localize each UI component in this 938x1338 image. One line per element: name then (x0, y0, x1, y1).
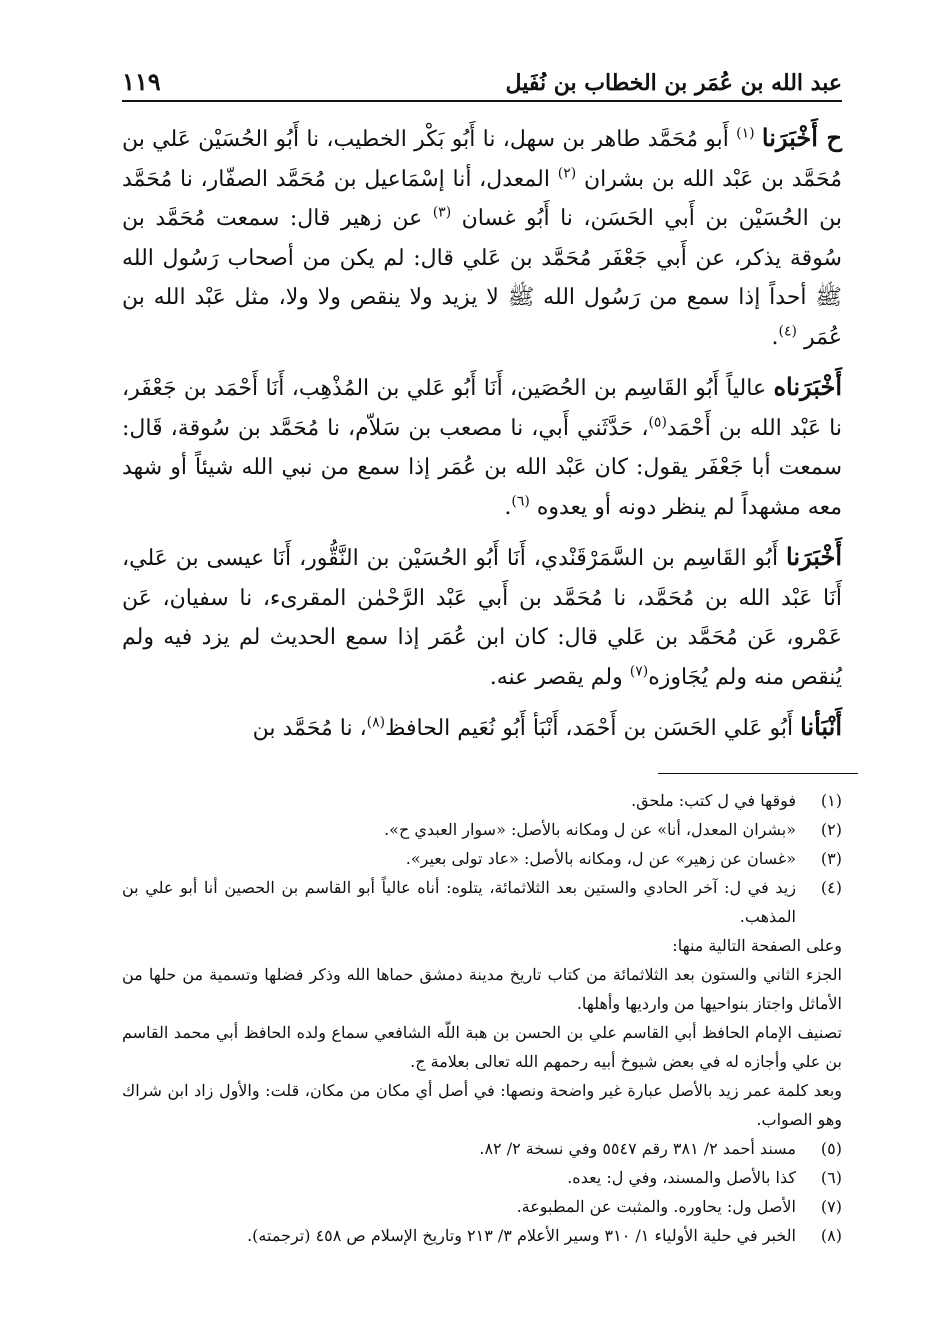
isnad-lead: ح أَخْبَرَنا (761, 123, 842, 152)
paragraph-text: أَبُو القَاسِم بن السَّمَرْقَنْدي، أَنَا أَبُو الحُسَيْن بن النَّقُّور، أَنَا عيسى بن عَلي، أَنَا عَبْد الله بن مُحَمَّد، نا مُحَمَّد بن أَبي عَبْد الرَّحْمٰن المقرىء، نا سفيان، عَن عَمْرو، عَن مُحَمَّد بن عَلي قال: كان ابن عُمَر إذا سمع الحديث لم يزد فيه ولم يُنقص منه ولم يُجَاوزه (122, 546, 842, 690)
footnote-separator (658, 773, 858, 774)
running-title: عبد الله بن عُمَر بن الخطاب بن نُفَيل (505, 70, 842, 96)
paragraph-text: عالياً أَبُو القَاسِم بن الحُصَين، أَنَا أَبُو عَلي بن المُذْهِب، أَنَا أَحْمَد بن جَعْفَر، نا عَبْد الله بن أَحْمَد (122, 376, 842, 441)
footnote-text: زيد في ل: آخر الحادي والستين بعد الثلاثمائة، يتلوه: أناه عالياً أبو القاسم بن الحصين أنا أبو علي بن المذهب. (122, 878, 796, 926)
paragraph-text: ، حَدَّثَني أَبي، نا مصعب بن سَلاّم، نا مُحَمَّد بن سُوقة، قَال: سمعت أبا جَعْفَر يقول: كان عَبْد الله بن عُمَر إذا سمع من نبي الله شيئاً أو شهد معه مشهداً لم ينظر دونه أو يعدوه (122, 415, 842, 520)
paragraph-text: ، نا مُحَمَّد بن (252, 716, 367, 741)
paragraph-end: . (771, 324, 779, 350)
footnote-ref: (٤) (778, 323, 798, 340)
footnote-ref: (٧) (629, 663, 649, 680)
footnote-1 (122, 786, 842, 815)
footnotes (122, 786, 842, 1250)
footnote-ref: (٥) (648, 414, 667, 431)
footnote-6 (122, 1163, 842, 1192)
footnote-2 (122, 815, 842, 844)
footnote-number: (٧) (820, 1197, 842, 1216)
footnote-number: (٥) (820, 1139, 842, 1158)
footnote-number: (٤) (820, 878, 842, 897)
paragraph-text: عن زهير قال: سمعت مُحَمَّد بن سُوقة يذكر، عن أَبي جَعْفَر مُحَمَّد بن عَلي قال: لم يكن من أصحاب رَسُول الله ﷺ أحداً إذا سمع من رَسُول الله ﷺ لا يزيد ولا ينقص ولا ولا، مثل عَبْد الله بن عُمَر (122, 206, 842, 350)
isnad-lead: أَخْبَرَنا (786, 542, 842, 571)
paragraph-text: أَبُو عَلي الحَسَن بن أَحْمَد، أَنْبَأ أَبُو نُعَيم الحافظ (385, 716, 794, 741)
footnote-4-continued: تصنيف الإمام الحافظ أبي القاسم علي بن الحسن بن هبة اللّه الشافعي سماع ولده الحافظ أبي محمد القاسم بن علي وأجازه له في بعض شيوخ أبيه رحمهم الله تعالى بعلامة ج. (122, 1023, 842, 1071)
footnote-number: (٨) (820, 1226, 842, 1245)
footnote-ref: (٦) (511, 493, 530, 510)
isnad-lead: أَخْبَرَناه (773, 372, 842, 401)
footnote-4-continued: الجزء الثاني والستون بعد الثلاثمائة من كتاب تاريخ مدينة دمشق حماها الله وذكر فضلها وتسمية من حلها من الأماثل واجتاز بنواحيها من وارديها وأهلها. (122, 965, 843, 1013)
paragraph-2 (122, 367, 842, 527)
paragraph-4 (122, 707, 842, 749)
paragraph-text: أَبو مُحَمَّد طاهر بن سهل، نا أَبُو بَكْر الخطيب، نا أَبُو الحُسَيْن عَلي بن مُحَمَّد بن عَبْد الله بن بشران (122, 127, 843, 192)
footnote-ref: (٢) (557, 165, 577, 182)
paragraph-1 (122, 118, 842, 357)
footnote-text: «بشران المعدل، أنا» عن ل ومكانه بالأصل: «سوار العبدي ح». (384, 820, 796, 839)
footnote-ref: (٨) (366, 714, 386, 731)
paragraph-end: . (504, 494, 512, 520)
paragraph-3 (122, 537, 842, 697)
footnote-text: «غسان عن زهير» عن ل، ومكانه بالأصل: «عاد تولى بعير». (405, 849, 796, 868)
footnote-number: (٦) (820, 1168, 842, 1187)
footnote-7 (122, 1192, 842, 1221)
footnote-3 (122, 844, 842, 873)
paragraph-text: ولم يقصر عنه. (489, 664, 623, 690)
footnote-number: (٣) (820, 849, 842, 868)
page-number: ١١٩ (122, 67, 161, 96)
footnote-text: الأصل ول: يحاوره. والمثبت عن المطبوعة. (516, 1197, 796, 1216)
page-header (122, 58, 842, 102)
footnote-4 (122, 873, 842, 931)
footnote-ref: (٣) (432, 204, 452, 221)
paragraph-text: المعدل، أنا إسْمَاعيل بن مُحَمَّد الصفّار، نا مُحَمَّد بن الحُسَيْن بن أَبي الحَسَن، نا أَبُو غسان (122, 166, 842, 231)
footnote-number: (٢) (820, 820, 842, 839)
footnote-4-continued: وبعد كلمة عمر زيد بالأصل عبارة غير واضحة ونصها: في أصل أي مكان من مكان، قلت: والأول زاد ابن شراك وهو الصواب. (122, 1081, 842, 1129)
footnote-text: كذا بالأصل والمسند، وفي ل: يعده. (567, 1168, 796, 1187)
footnote-text: الخبر في حلية الأولياء ١/ ٣١٠ وسير الأعلام ٣/ ٢١٣ وتاريخ الإسلام ص ٤٥٨ (ترجمته). (247, 1226, 796, 1245)
main-text (122, 118, 842, 759)
footnote-ref: (١) (736, 125, 755, 142)
footnote-text: فوقها في ل كتب: ملحق. (631, 791, 796, 810)
footnote-4-continued: وعلى الصفحة التالية منها: (672, 936, 842, 955)
footnote-text: مسند أحمد ٢/ ٣٨١ رقم ٥٥٤٧ وفي نسخة ٢/ ٨٢. (479, 1139, 796, 1158)
isnad-lead: أَنْبَأنا (800, 712, 842, 741)
footnote-5 (122, 1134, 842, 1163)
footnote-number: (١) (820, 791, 842, 810)
footnote-8 (122, 1221, 842, 1250)
